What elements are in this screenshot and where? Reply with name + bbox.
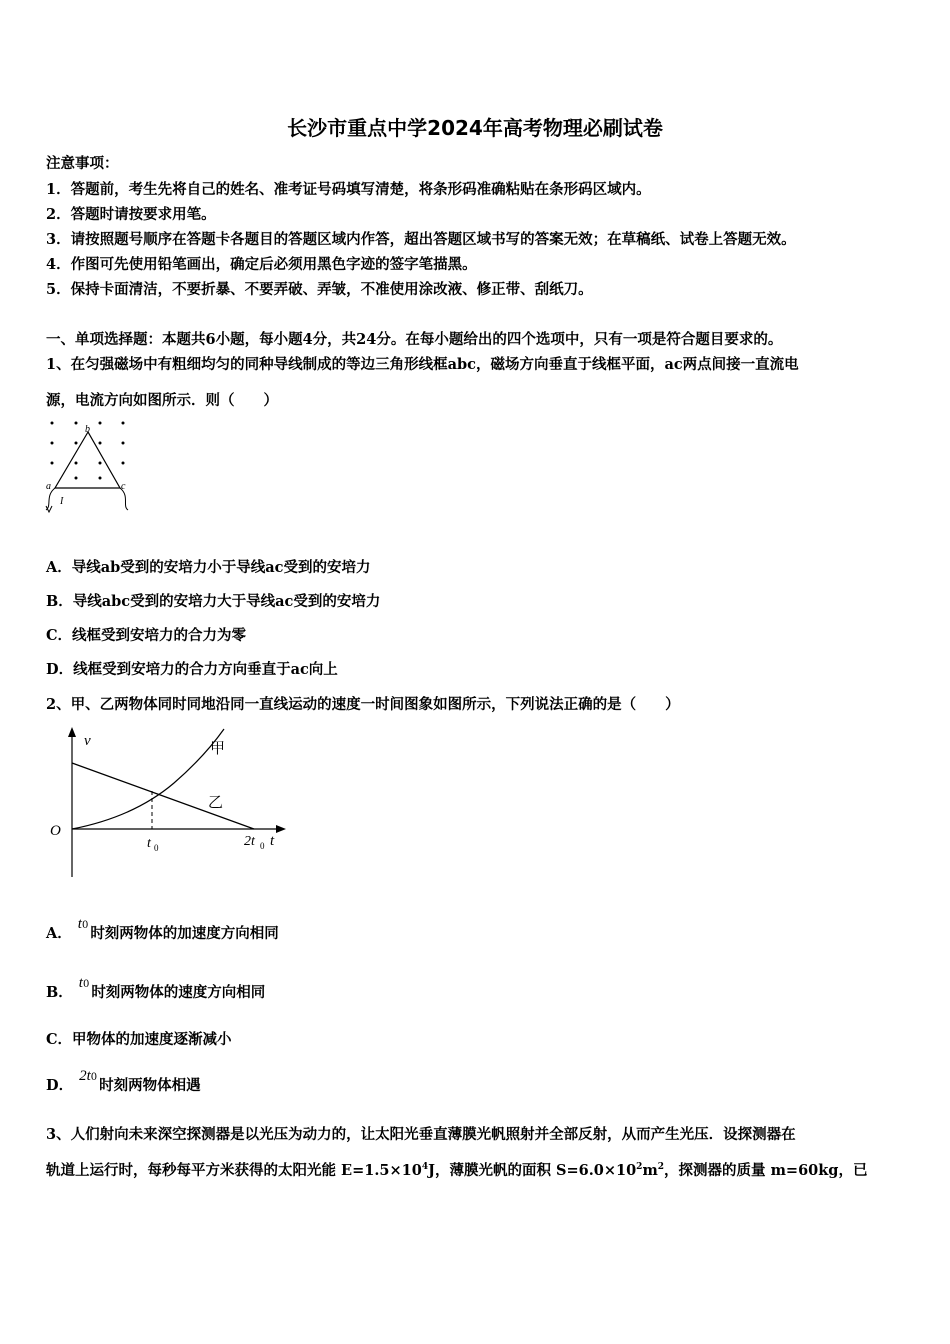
- page-title: 长沙市重点中学2024年高考物理必刷试卷: [287, 116, 663, 140]
- option-math: t0: [78, 975, 90, 991]
- vertex-label-a: a: [46, 481, 51, 492]
- vertex-label-c: c: [121, 481, 126, 492]
- option-letter: C．: [46, 1031, 73, 1048]
- triangle-frame: [55, 432, 120, 488]
- option-text: 时刻两物体的速度方向相同: [91, 984, 266, 1001]
- notice-item: 1．答题前，考生先将自己的姓名、准考证号码填写清楚，将条形码准确粘贴在条形码区域内。: [46, 181, 651, 198]
- notice-item: 3．请按照题号顺序在答题卡各题目的答题区域内作答，超出答题区域书写的答案无效；在草稿纸、试卷上答题无效。: [46, 231, 796, 248]
- notice-heading: 注意事项：: [46, 155, 119, 172]
- tick-label-t0: t: [147, 836, 151, 851]
- x-axis-arrow: [276, 825, 286, 833]
- velocity-time-graph: [44, 725, 294, 885]
- tick-label-2t0-sub: 0: [260, 841, 265, 851]
- section-heading: 一、单项选择题：本题共6小题，每小题4分，共24分。在每小题给出的四个选项中，只有一项是符合题目要求的。: [46, 331, 783, 348]
- option-letter: D．: [46, 1077, 74, 1094]
- question-1-option-a[interactable]: A．导线ab受到的安培力小于导线ac受到的安培力: [46, 559, 371, 576]
- question-2-option-c[interactable]: [46, 1028, 232, 1049]
- y-axis-arrow: [68, 727, 76, 737]
- option-text: 时刻两物体的加速度方向相同: [90, 925, 279, 942]
- vertex-label-b: b: [85, 424, 90, 435]
- origin-label: O: [50, 823, 61, 839]
- question-1-option-c[interactable]: C．线框受到安培力的合力为零: [46, 627, 247, 644]
- option-letter: B．: [46, 984, 73, 1001]
- option-text: 时刻两物体相遇: [99, 1077, 201, 1094]
- curve-jia: [72, 729, 224, 829]
- question-2-stem: 2、甲、乙两物体同时同地沿同一直线运动的速度一时间图象如图所示，下列说法正确的是（ ）: [46, 696, 680, 713]
- line-yi: [72, 763, 254, 829]
- question-1-stem-line2: 源，电流方向如图所示．则（ ）: [46, 392, 278, 409]
- question-1-stem-line1: 1、在匀强磁场中有粗细均匀的同种导线制成的等边三角形线框abc，磁场方向垂直于线框平面，ac两点间接一直流电: [46, 356, 799, 373]
- tick-label-t0-sub: 0: [154, 843, 159, 853]
- notice-item: 2．答题时请按要求用笔。: [46, 206, 216, 223]
- option-text: 甲物体的加速度逐渐减小: [72, 1031, 232, 1048]
- question-2-option-a[interactable]: [46, 916, 279, 943]
- tick-label-2t0: 2t: [244, 834, 255, 849]
- question-2-option-b[interactable]: [46, 975, 266, 1002]
- question-1-option-b[interactable]: B．导线abc受到的安培力大于导线ac受到的安培力: [46, 593, 381, 610]
- current-label-I: I: [60, 496, 64, 507]
- curve-jia-label: 甲: [210, 741, 226, 757]
- line-yi-label: 乙: [208, 795, 224, 811]
- question-3-stem-line1: 3、人们射向未来深空探测器是以光压为动力的，让太阳光垂直薄膜光帆照射并全部反射，从而产生光压．设探测器在: [46, 1126, 796, 1143]
- y-axis-label: v: [84, 733, 91, 749]
- question-1-option-d[interactable]: D．线框受到安培力的合力方向垂直于ac向上: [46, 661, 338, 678]
- triangle-circuit-figure: [40, 418, 140, 518]
- x-axis-label: t: [270, 833, 275, 849]
- question-3-stem-line2: 轨道上运行时，每秒每平方米获得的太阳光能 $E=1.5\times 10^4J$，薄膜光帆的面积 $S=6.0\times 10^2m^2$，探测器的质量 m=60kg，已: [46, 1162, 868, 1179]
- option-letter: A．: [46, 925, 72, 942]
- notice-item: 4．作图可先使用铅笔画出，确定后必须用黑色字迹的签字笔描黑。: [46, 256, 477, 273]
- question-2-option-d[interactable]: [46, 1068, 201, 1095]
- notice-item: 5．保持卡面清洁，不要折暴、不要弄破、弄皱，不准使用涂改液、修正带、刮纸刀。: [46, 281, 593, 298]
- option-math: 2t0: [79, 1068, 98, 1084]
- option-math: t0: [77, 916, 89, 932]
